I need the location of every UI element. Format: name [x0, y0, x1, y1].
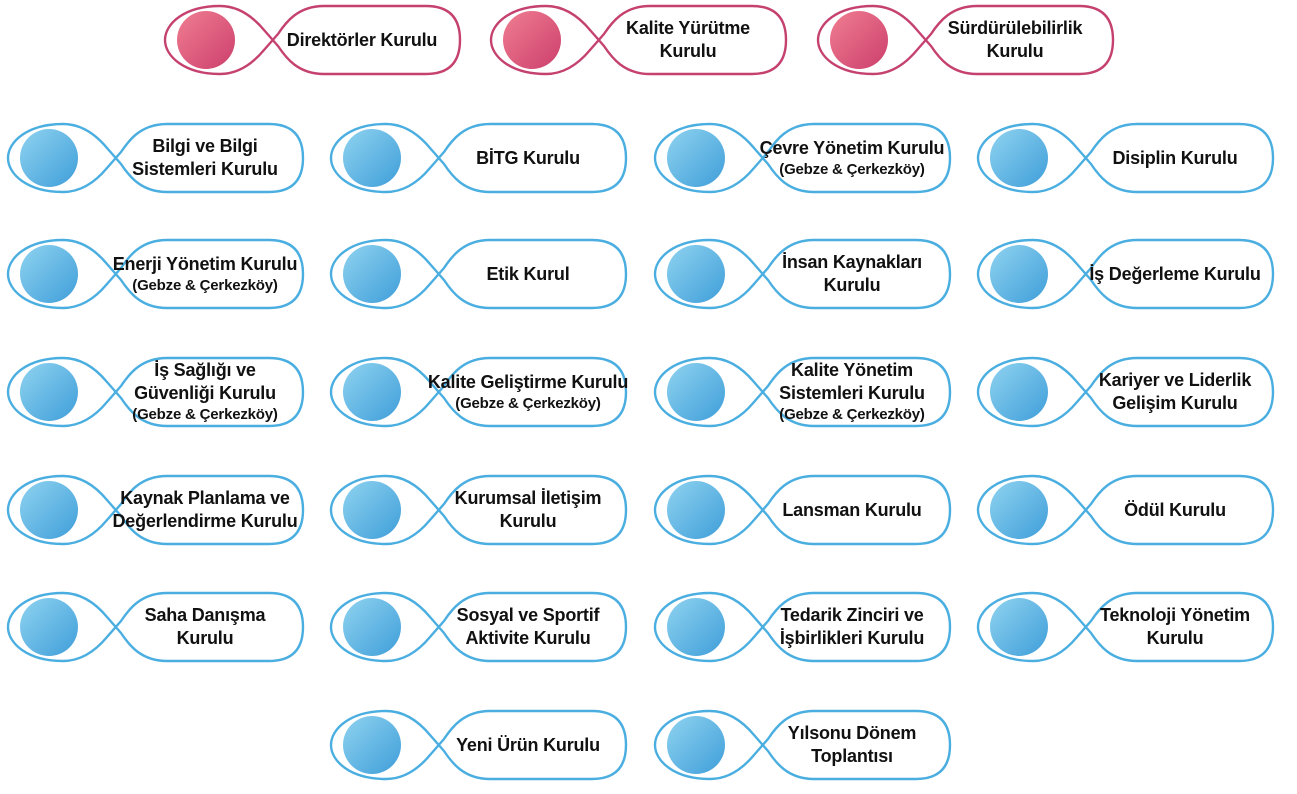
committee-name-line: Lansman Kurulu — [782, 499, 922, 520]
bullet-circle-icon — [990, 598, 1048, 656]
committee-card-enerji-yonetim-kurulu[interactable] — [5, 234, 305, 314]
committee-name-line: Kurulu — [176, 628, 234, 648]
committee-label — [754, 705, 950, 785]
bullet-circle-icon — [177, 11, 235, 69]
bullet-circle-icon — [990, 245, 1048, 303]
bullet-circle-icon — [990, 129, 1048, 187]
committee-card-cevre-yonetim-kurulu[interactable] — [652, 118, 952, 198]
committee-name-line: İşbirlikleri Kurulu — [779, 628, 925, 648]
committee-name-line: İş Sağlığı ve — [154, 360, 256, 380]
committee-name-line: Kaynak Planlama ve — [120, 488, 290, 508]
committee-name-line: Kalite Yürütme — [626, 18, 750, 38]
committee-label — [107, 587, 303, 667]
committee-label — [430, 587, 626, 667]
committee-card-kaynak-planlama-ve-degerlendirme-kurulu[interactable] — [5, 470, 305, 550]
committee-card-insan-kaynaklari-kurulu[interactable] — [652, 234, 952, 314]
committee-label — [754, 587, 950, 667]
committee-name-line: Etik Kurul — [486, 263, 570, 284]
committee-card-lansman-kurulu[interactable] — [652, 470, 952, 550]
committee-label — [264, 0, 460, 80]
committee-name-line: Tedarik Zinciri ve — [780, 605, 924, 625]
committee-card-yeni-urun-kurulu[interactable] — [328, 705, 628, 785]
committee-name-line: Sistemleri Kurulu — [779, 383, 925, 403]
bullet-circle-icon — [990, 481, 1048, 539]
bullet-circle-icon — [20, 129, 78, 187]
committee-name-line: Kurulu — [499, 511, 557, 531]
committee-card-kurumsal-iletisim-kurulu[interactable] — [328, 470, 628, 550]
committee-card-bitg-kurulu[interactable] — [328, 118, 628, 198]
committee-card-kalite-yonetim-sistemleri-kurulu[interactable] — [652, 352, 952, 432]
bullet-circle-icon — [667, 481, 725, 539]
bullet-circle-icon — [343, 716, 401, 774]
committee-card-direktorler-kurulu[interactable] — [162, 0, 462, 80]
committee-card-disiplin-kurulu[interactable] — [975, 118, 1275, 198]
committee-label — [107, 234, 303, 314]
committee-card-bilgi-ve-bilgi-sistemleri-kurulu[interactable] — [5, 118, 305, 198]
committee-card-kalite-yurutme-kurulu[interactable] — [488, 0, 788, 80]
committee-name-line: Kurumsal İletişim — [454, 488, 602, 508]
committee-label — [430, 705, 626, 785]
bullet-circle-icon — [343, 245, 401, 303]
committee-name-line: Kalite Yönetim — [791, 360, 913, 380]
committee-name-line: Kurulu — [659, 41, 717, 61]
committee-label — [107, 118, 303, 198]
committee-name-line: Saha Danışma — [144, 605, 266, 625]
committee-label — [107, 470, 303, 550]
committee-name-line: Değerlendirme Kurulu — [112, 511, 298, 531]
bullet-circle-icon — [20, 598, 78, 656]
committee-label — [917, 0, 1113, 80]
committee-name-line: Bilgi ve Bilgi — [152, 136, 258, 156]
committee-name-line: Kurulu — [823, 275, 881, 295]
committee-name-line: BİTG Kurulu — [476, 147, 580, 168]
committee-card-teknoloji-yonetim-kurulu[interactable] — [975, 587, 1275, 667]
committee-card-saha-danisma-kurulu[interactable] — [5, 587, 305, 667]
bullet-circle-icon — [667, 245, 725, 303]
committee-location-note: (Gebze & Çerkezköy) — [455, 394, 601, 412]
committee-label — [430, 118, 626, 198]
committee-name-line: Direktörler Kurulu — [286, 29, 438, 50]
committee-card-tedarik-zinciri-ve-isbirlikleri-kurulu[interactable] — [652, 587, 952, 667]
committee-name-line: Kariyer ve Liderlik — [1098, 370, 1252, 390]
committee-label — [1077, 352, 1273, 432]
bullet-circle-icon — [990, 363, 1048, 421]
committee-name-line: Disiplin Kurulu — [1112, 147, 1238, 168]
committee-name-line: Yeni Ürün Kurulu — [456, 734, 600, 755]
committee-label — [107, 352, 303, 432]
committee-card-odul-kurulu[interactable] — [975, 470, 1275, 550]
committee-name-line: Kurulu — [986, 41, 1044, 61]
committee-name-line: İş Değerleme Kurulu — [1089, 263, 1261, 284]
committee-name-line: Sürdürülebilirlik — [947, 18, 1083, 38]
committee-card-sosyal-ve-sportif-aktivite-kurulu[interactable] — [328, 587, 628, 667]
committee-label — [430, 470, 626, 550]
bullet-circle-icon — [343, 598, 401, 656]
committee-name-line: Gelişim Kurulu — [1112, 393, 1238, 413]
committee-card-is-degerleme-kurulu[interactable] — [975, 234, 1275, 314]
committee-name-line: Ödül Kurulu — [1124, 499, 1226, 520]
committee-label — [1077, 470, 1273, 550]
committee-label — [754, 118, 950, 198]
bullet-circle-icon — [667, 716, 725, 774]
committee-label — [430, 234, 626, 314]
committee-card-kariyer-ve-liderlik-gelisim-kurulu[interactable] — [975, 352, 1275, 432]
committee-name-line: Sosyal ve Sportif — [456, 605, 600, 625]
committee-name-line: Güvenliği Kurulu — [134, 383, 276, 403]
committee-card-yilsonu-donem-toplantisi[interactable] — [652, 705, 952, 785]
committee-card-kalite-gelistirme-kurulu[interactable] — [328, 352, 628, 432]
committee-name-line: Çevre Yönetim Kurulu — [759, 137, 945, 158]
bullet-circle-icon — [667, 129, 725, 187]
committee-card-is-sagligi-ve-guvenligi-kurulu[interactable] — [5, 352, 305, 432]
bullet-circle-icon — [20, 245, 78, 303]
committee-card-etik-kurul[interactable] — [328, 234, 628, 314]
committee-location-note: (Gebze & Çerkezköy) — [779, 406, 925, 423]
committee-name-line: Teknoloji Yönetim — [1100, 605, 1250, 625]
bullet-circle-icon — [343, 481, 401, 539]
committee-name-line: Aktivite Kurulu — [465, 628, 591, 648]
bullet-circle-icon — [667, 363, 725, 421]
committee-label — [1077, 234, 1273, 314]
bullet-circle-icon — [20, 481, 78, 539]
bullet-circle-icon — [503, 11, 561, 69]
committee-card-surdurulebilirlik-kurulu[interactable] — [815, 0, 1115, 80]
committee-label — [754, 234, 950, 314]
committee-label — [754, 352, 950, 432]
bullet-circle-icon — [667, 598, 725, 656]
committee-label — [754, 470, 950, 550]
committee-name-line: Toplantısı — [811, 746, 893, 766]
committee-name-line: İnsan Kaynakları — [782, 252, 922, 272]
committee-location-note: (Gebze & Çerkezköy) — [132, 406, 278, 423]
bullet-circle-icon — [343, 363, 401, 421]
committee-name-line: Kalite Geliştirme Kurulu — [427, 371, 629, 392]
bullet-circle-icon — [343, 129, 401, 187]
committee-name-line: Kurulu — [1146, 628, 1204, 648]
committee-location-note: (Gebze & Çerkezköy) — [132, 276, 278, 294]
bullet-circle-icon — [830, 11, 888, 69]
committee-name-line: Enerji Yönetim Kurulu — [112, 253, 298, 274]
bullet-circle-icon — [20, 363, 78, 421]
committee-label — [1077, 118, 1273, 198]
committee-label — [427, 352, 629, 432]
committee-name-line: Sistemleri Kurulu — [132, 159, 278, 179]
committee-location-note: (Gebze & Çerkezköy) — [779, 160, 925, 178]
committee-label — [590, 0, 786, 80]
committee-label — [1077, 587, 1273, 667]
committee-name-line: Yılsonu Dönem — [787, 723, 917, 743]
